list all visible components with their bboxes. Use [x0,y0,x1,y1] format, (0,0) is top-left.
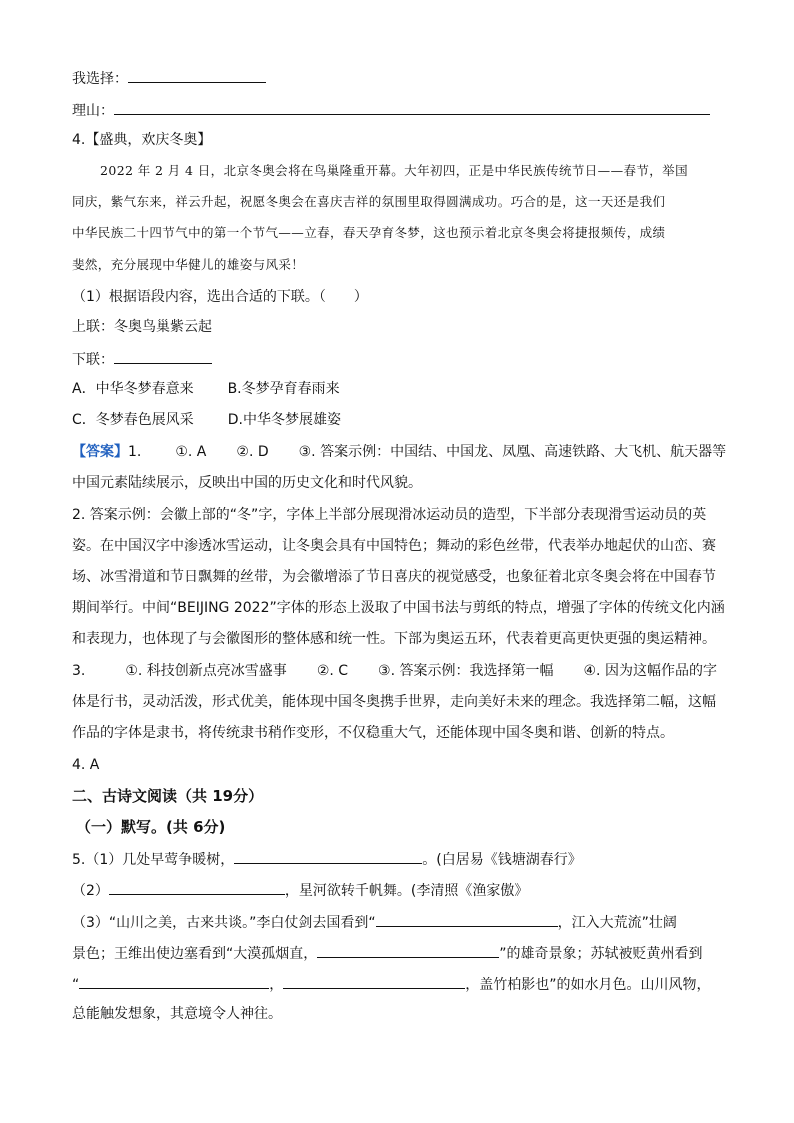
q4-options-row-1 [72,380,340,398]
answer-3-3: ③. 答案示例：我选择第一幅 [378,663,554,679]
q5-3-prompt-d: ”的雄奇景象；苏轼被贬黄州看到 [499,946,703,962]
q5-1-source: 。(白居易《钱塘湖春行》 [422,852,582,868]
answer-1-3: ③. 答案示例：中国结、中国龙、凤凰、高速铁路、大飞机、航天器等 [298,444,727,460]
answer-1-2: ②. D [236,444,269,460]
answer-1-num: 1. [128,444,142,460]
answer-2-line-4: 期间举行。中间“BEIJING 2022”字体的形态上汲取了中国书法与剪纸的特点，增强了字体的传统文化内涵 [72,600,725,616]
q4-sub1: （1）根据语段内容，选出合适的下联。（ ） [72,289,368,305]
choice-blank[interactable] [128,68,266,83]
q5-3-prompt-b: ，江入大荒流”壮阔 [557,915,677,931]
answer-3-num: 3. [72,663,86,679]
answer-1-cont: 中国元素陆续展示，反映出中国的历史文化和时代风貌。 [72,475,422,491]
q5-2-prompt: （2） [72,883,109,899]
section-heading: 二、古诗文阅读（共 19分） [72,787,264,805]
q5-3-open-quote: “ [72,977,80,993]
q5-3-blank-3[interactable] [79,974,269,989]
choice-label: 我选择： [72,71,128,87]
reason-blank[interactable] [114,100,710,115]
q4-passage-line-2: 同庆，紫气东来，祥云升起，祝愿冬奥会在喜庆吉祥的氛围里取得圆满成功。巧合的是，这一天还是我们 [72,194,666,209]
answer-3-4: ④. 因为这幅作品的字 [583,663,717,679]
q5-2-line [72,880,528,900]
q5-2-source: ，星河欲转千帆舞。(李清照《渔家傲》 [284,883,529,899]
q4-upper-couplet: 上联：冬奥鸟巢紫云起 [72,319,212,335]
answer-2-line-3: 场、冰雪滑道和节日飘舞的丝带，为会徽增添了节日喜庆的视觉感受，也象征着北京冬奥会将在中国春节 [72,569,716,585]
reason-label: 理山： [72,103,114,119]
q5-1-line [72,849,582,869]
answer-4: 4. A [72,757,100,773]
q5-3-comma: ， [269,977,284,993]
answer-2-line-2: 姿。在中国汉字中渗透冰雪运动，让冬奥会具有中国特色；舞动的彩色丝带，代表举办地起伏的山峦、赛 [72,538,716,554]
q4-passage-line-3: 中华民族二十四节气中的第一个节气——立春，春天孕育冬梦，这也预示着北京冬奥会将捷报频传，成绩 [72,225,666,240]
q5-3-blank-1[interactable] [376,912,558,927]
subsection-heading: （一）默写。(共 6分) [76,818,226,836]
q5-3-line-1 [72,912,677,932]
answer-line-1 [72,443,726,461]
answer-3-cont-1: 体是行书，灵动活泼，形式优美，能体现中国冬奥携手世界，走向美好未来的理念。我选择第二幅，这幅 [72,694,716,710]
q5-3-prompt-g: ，盖竹柏影也”的如水月色。山川风物， [465,977,711,993]
answer-2-line-1: 2. 答案示例：会徽上部的“冬”字，字体上半部分展现滑冰运动员的造型，下半部分表现滑雪运动员的英 [72,507,707,523]
q5-3-line-3 [72,974,711,994]
answer-3-1: ①. 科技创新点亮冰雪盛事 [125,663,287,679]
answer-1-1: ①. A [175,444,207,460]
option-c[interactable]: C．冬梦春色展风采 [72,412,194,428]
answer-3-cont-2: 作品的字体是隶书，将传统隶书稍作变形，不仅稳重大气，还能体现中国冬奥和谐、创新的特点。 [72,725,674,741]
q5-3-line-2 [72,943,703,963]
choice-line [72,68,266,88]
lower-blank[interactable] [114,349,212,364]
q5-3-prompt-c: 景色；王维出使边塞看到“大漠孤烟直， [72,946,318,962]
q5-3-blank-4[interactable] [283,974,465,989]
q4-passage-line-1: 2022 年 2 月 4 日，北京冬奥会将在鸟巢隆重开幕。大年初四，正是中华民族传统节日——春节，举国 [100,163,688,178]
q5-1-blank[interactable] [234,849,422,864]
q4-passage-line-4: 斐然，充分展现中华健儿的雄姿与风采！ [72,257,305,272]
reason-line [72,100,710,120]
q5-2-blank[interactable] [109,880,285,895]
q5-1-prompt: 5.（1）几处早莺争暖树， [72,852,235,868]
option-d[interactable]: D.中华冬梦展雄姿 [227,412,342,428]
answer-2-line-5: 和表现力，也体现了与会徽图形的整体感和统一性。下部为奥运五环，代表着更高更快更强的奥运精神。 [72,631,716,647]
q5-3-line-4: 总能触发想象，其意境令人神往。 [72,1006,282,1022]
q5-3-blank-2[interactable] [317,943,499,958]
q4-options-row-2 [72,411,341,429]
option-a[interactable]: A．中华冬梦春意来 [72,381,194,397]
answer-3-line-1 [72,662,717,680]
q4-title: 4.【盛典，欢庆冬奥】 [72,132,212,148]
answer-tag: 【答案】 [72,444,128,460]
answer-3-2: ②. C [316,663,349,679]
q5-3-prompt-a: （3）“山川之美，古来共谈。”李白仗剑去国看到“ [72,915,376,931]
option-b[interactable]: B.冬梦孕育春雨来 [227,381,340,397]
lower-label: 下联： [72,352,114,368]
q4-lower-couplet [72,349,212,369]
